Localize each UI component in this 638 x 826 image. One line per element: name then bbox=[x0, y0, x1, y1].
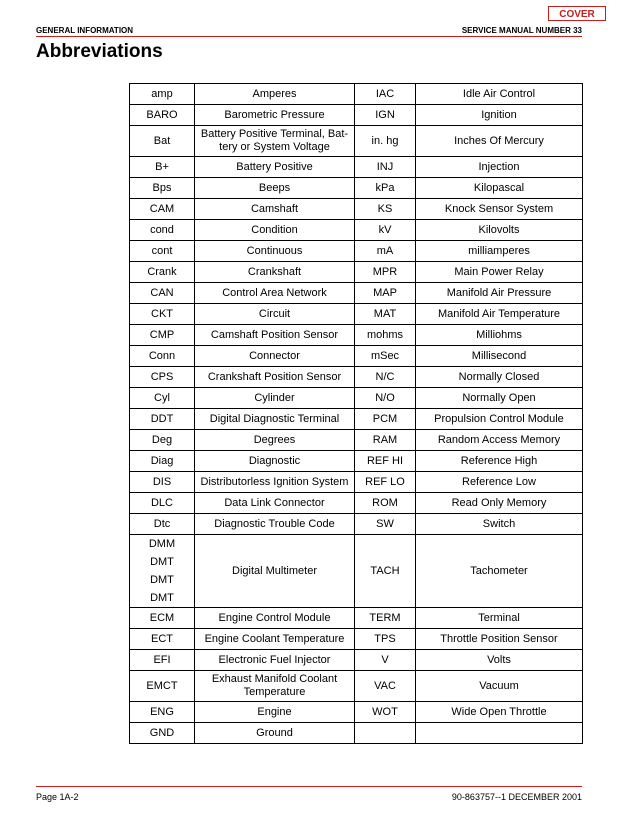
abbr-cell: MAT bbox=[355, 304, 416, 325]
meaning-cell: Camshaft bbox=[195, 199, 355, 220]
meaning-cell: Distributorless Ignition System bbox=[195, 472, 355, 493]
abbr-cell: amp bbox=[130, 84, 195, 105]
meaning-cell: Kilovolts bbox=[416, 220, 583, 241]
meaning-cell: Inches Of Mercury bbox=[416, 126, 583, 157]
abbr-cell: GND bbox=[130, 723, 195, 744]
meaning-cell: Wide Open Throttle bbox=[416, 702, 583, 723]
table-row bbox=[130, 702, 583, 723]
abbr-cell: CKT bbox=[130, 304, 195, 325]
abbr-cell: ROM bbox=[355, 493, 416, 514]
page-number: Page 1A-2 bbox=[36, 792, 79, 802]
abbr-cell: TPS bbox=[355, 629, 416, 650]
abbr-cell: N/O bbox=[355, 388, 416, 409]
abbr-cell: Bps bbox=[130, 178, 195, 199]
abbr-cell: REF LO bbox=[355, 472, 416, 493]
meaning-cell: Random Access Memory bbox=[416, 430, 583, 451]
meaning-cell: Cylinder bbox=[195, 388, 355, 409]
meaning-cell: Milliohms bbox=[416, 325, 583, 346]
abbr-cell: mA bbox=[355, 241, 416, 262]
meaning-cell: Digital Diagnostic Terminal bbox=[195, 409, 355, 430]
section-header: GENERAL INFORMATION bbox=[36, 26, 134, 35]
meaning-cell: Terminal bbox=[416, 608, 583, 629]
abbr-cell: CAM bbox=[130, 199, 195, 220]
abbr-cell: Dtc bbox=[130, 514, 195, 535]
abbr-cell: mSec bbox=[355, 346, 416, 367]
table-row bbox=[130, 493, 583, 514]
abbr-line: DMT bbox=[150, 592, 174, 604]
abbr-cell: MAP bbox=[355, 283, 416, 304]
meaning-cell: Crankshaft Position Sensor bbox=[195, 367, 355, 388]
abbr-cell: DIS bbox=[130, 472, 195, 493]
meaning-cell: Crankshaft bbox=[195, 262, 355, 283]
abbr-cell: RAM bbox=[355, 430, 416, 451]
meaning-cell: Engine bbox=[195, 702, 355, 723]
table-row bbox=[130, 346, 583, 367]
meaning-cell: Tachometer bbox=[416, 535, 583, 608]
meaning-cell: Main Power Relay bbox=[416, 262, 583, 283]
abbr-cell: in. hg bbox=[355, 126, 416, 157]
meaning-cell: Circuit bbox=[195, 304, 355, 325]
table-row bbox=[130, 650, 583, 671]
table-row bbox=[130, 199, 583, 220]
table-row bbox=[130, 157, 583, 178]
abbr-cell: REF HI bbox=[355, 451, 416, 472]
table-row bbox=[130, 262, 583, 283]
abbr-cell: DLC bbox=[130, 493, 195, 514]
table-row bbox=[130, 283, 583, 304]
meaning-cell: Barometric Pressure bbox=[195, 105, 355, 126]
meaning-cell: Connector bbox=[195, 346, 355, 367]
cover-button[interactable]: COVER bbox=[548, 6, 606, 21]
header-divider bbox=[36, 36, 582, 37]
abbr-cell: SW bbox=[355, 514, 416, 535]
meaning-cell: Propulsion Control Module bbox=[416, 409, 583, 430]
abbr-line: DMT bbox=[150, 574, 174, 586]
meaning-cell: Manifold Air Pressure bbox=[416, 283, 583, 304]
table-row bbox=[130, 629, 583, 650]
meaning-cell: Engine Coolant Temperature bbox=[195, 629, 355, 650]
table-row bbox=[130, 671, 583, 702]
abbr-cell: Cyl bbox=[130, 388, 195, 409]
table-row bbox=[130, 451, 583, 472]
table-row bbox=[130, 472, 583, 493]
abbr-cell: kV bbox=[355, 220, 416, 241]
meaning-cell: Data Link Connector bbox=[195, 493, 355, 514]
abbr-cell: cont bbox=[130, 241, 195, 262]
meaning-cell: Degrees bbox=[195, 430, 355, 451]
meaning-cell: Diagnostic bbox=[195, 451, 355, 472]
abbr-cell: ECM bbox=[130, 608, 195, 629]
table-row bbox=[130, 514, 583, 535]
abbr-cell: BARO bbox=[130, 105, 195, 126]
meaning-cell bbox=[416, 723, 583, 744]
abbr-cell: Conn bbox=[130, 346, 195, 367]
abbreviations-table bbox=[129, 83, 583, 744]
meaning-cell: Amperes bbox=[195, 84, 355, 105]
meaning-cell: Vacuum bbox=[416, 671, 583, 702]
abbr-cell: cond bbox=[130, 220, 195, 241]
abbr-cell: V bbox=[355, 650, 416, 671]
table-row bbox=[130, 126, 583, 157]
meaning-cell: Kilopascal bbox=[416, 178, 583, 199]
abbr-cell: CPS bbox=[130, 367, 195, 388]
meaning-cell: Camshaft Position Sensor bbox=[195, 325, 355, 346]
meaning-cell: Reference High bbox=[416, 451, 583, 472]
abbr-cell: EMCT bbox=[130, 671, 195, 702]
meaning-cell: Control Area Network bbox=[195, 283, 355, 304]
abbr-cell: ECT bbox=[130, 629, 195, 650]
meaning-cell: Battery Positive Terminal, Bat-tery or System Voltage bbox=[195, 126, 355, 157]
abbr-cell: kPa bbox=[355, 178, 416, 199]
meaning-cell: Battery Positive bbox=[195, 157, 355, 178]
meaning-cell: Manifold Air Temperature bbox=[416, 304, 583, 325]
meaning-cell: milliamperes bbox=[416, 241, 583, 262]
abbr-cell: TERM bbox=[355, 608, 416, 629]
abbr-line: DMM bbox=[148, 538, 176, 550]
document-number: 90-863757--1 DECEMBER 2001 bbox=[451, 792, 582, 802]
meaning-cell: Digital Multimeter bbox=[195, 535, 355, 608]
table-row bbox=[130, 367, 583, 388]
abbr-cell: WOT bbox=[355, 702, 416, 723]
abbr-cell: CMP bbox=[130, 325, 195, 346]
page-title: Abbreviations bbox=[36, 41, 163, 62]
abbr-cell: TACH bbox=[355, 535, 416, 608]
meaning-cell: Knock Sensor System bbox=[416, 199, 583, 220]
abbr-line: DMT bbox=[150, 556, 174, 568]
abbr-cell-multi bbox=[130, 535, 195, 608]
abbr-cell: VAC bbox=[355, 671, 416, 702]
meaning-cell: Idle Air Control bbox=[416, 84, 583, 105]
abbr-cell: N/C bbox=[355, 367, 416, 388]
meaning-cell: Throttle Position Sensor bbox=[416, 629, 583, 650]
abbr-cell: KS bbox=[355, 199, 416, 220]
table-row bbox=[130, 430, 583, 451]
meaning-cell: Exhaust Manifold Coolant Temperature bbox=[195, 671, 355, 702]
table-row bbox=[130, 535, 583, 608]
meaning-cell: Read Only Memory bbox=[416, 493, 583, 514]
table-row bbox=[130, 241, 583, 262]
table-row bbox=[130, 409, 583, 430]
abbr-cell bbox=[355, 723, 416, 744]
abbr-cell: EFI bbox=[130, 650, 195, 671]
footer-divider bbox=[36, 786, 582, 787]
meaning-cell: Engine Control Module bbox=[195, 608, 355, 629]
abbr-cell: PCM bbox=[355, 409, 416, 430]
meaning-cell: Beeps bbox=[195, 178, 355, 199]
abbr-cell: ENG bbox=[130, 702, 195, 723]
table-row bbox=[130, 388, 583, 409]
table-row bbox=[130, 220, 583, 241]
meaning-cell: Normally Closed bbox=[416, 367, 583, 388]
abbr-cell: Bat bbox=[130, 126, 195, 157]
abbr-cell: CAN bbox=[130, 283, 195, 304]
meaning-cell: Millisecond bbox=[416, 346, 583, 367]
table-row bbox=[130, 608, 583, 629]
abbr-cell: Deg bbox=[130, 430, 195, 451]
manual-number: SERVICE MANUAL NUMBER 33 bbox=[461, 26, 582, 35]
abbr-cell: B+ bbox=[130, 157, 195, 178]
meaning-cell: Switch bbox=[416, 514, 583, 535]
abbr-cell: mohms bbox=[355, 325, 416, 346]
meaning-cell: Ground bbox=[195, 723, 355, 744]
meaning-cell: Injection bbox=[416, 157, 583, 178]
meaning-cell: Normally Open bbox=[416, 388, 583, 409]
meaning-cell: Diagnostic Trouble Code bbox=[195, 514, 355, 535]
table-row bbox=[130, 304, 583, 325]
abbr-cell: INJ bbox=[355, 157, 416, 178]
abbr-cell: Crank bbox=[130, 262, 195, 283]
meaning-cell: Reference Low bbox=[416, 472, 583, 493]
abbr-cell: DDT bbox=[130, 409, 195, 430]
meaning-cell: Condition bbox=[195, 220, 355, 241]
table-row bbox=[130, 325, 583, 346]
table-row bbox=[130, 178, 583, 199]
table-row bbox=[130, 105, 583, 126]
abbr-cell: IGN bbox=[355, 105, 416, 126]
abbr-cell: MPR bbox=[355, 262, 416, 283]
meaning-cell: Continuous bbox=[195, 241, 355, 262]
meaning-cell: Ignition bbox=[416, 105, 583, 126]
abbr-cell: IAC bbox=[355, 84, 416, 105]
meaning-cell: Volts bbox=[416, 650, 583, 671]
table-row bbox=[130, 84, 583, 105]
meaning-cell: Electronic Fuel Injector bbox=[195, 650, 355, 671]
table-row bbox=[130, 723, 583, 744]
abbr-cell: Diag bbox=[130, 451, 195, 472]
